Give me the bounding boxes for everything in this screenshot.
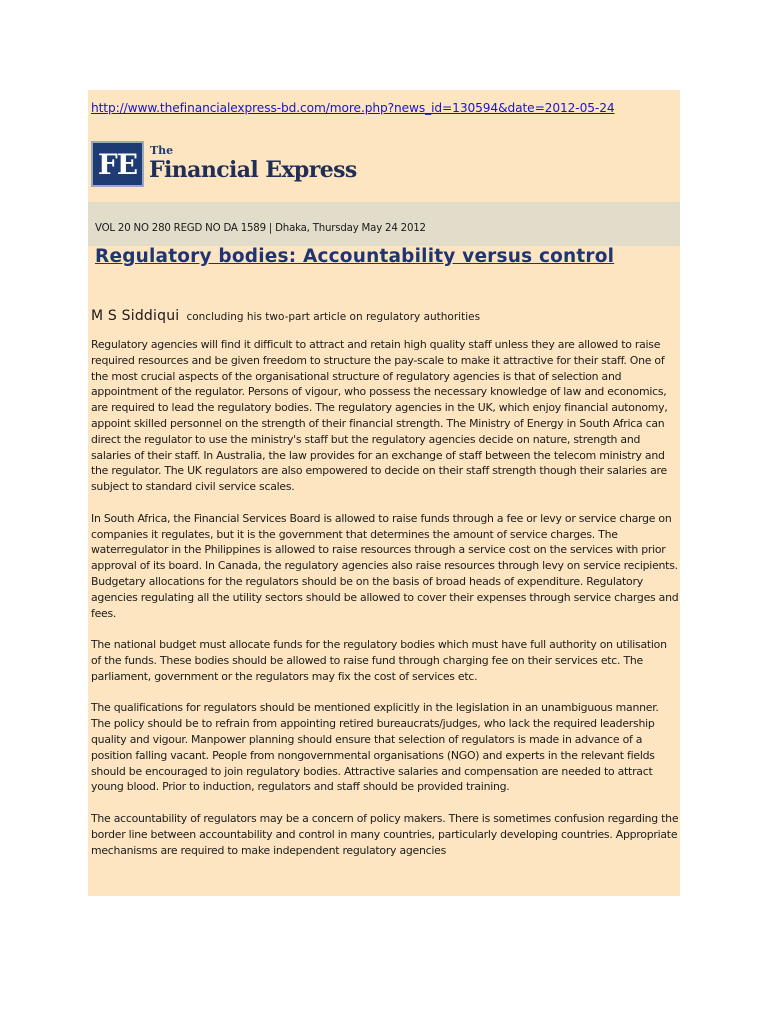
logo-the-text: The — [150, 144, 174, 157]
source-url-link[interactable]: http://www.thefinancialexpress-bd.com/more.php?news_id=130594&date=2012-05-24 — [91, 101, 615, 115]
paragraph: In South Africa, the Financial Services Board is allowed to raise funds through a fee or levy or service charge on companies it regulates, but it is the government that determines the amount of service charges. The waterregulator in the Philippines is allowed to raise resources through a service cost on the services with prior approval of its board. In Canada, the regulatory agencies also raise resources through levy on service recipients. Budgetary allocations for the regulators should be on the basis of broad heads of expenditure. Regulatory agencies regulating all the utility sectors should be allowed to cover their expenses through service charges and fees. — [91, 511, 679, 620]
byline — [91, 305, 480, 324]
masthead-logo — [91, 141, 411, 191]
article-body — [91, 337, 679, 874]
author-name: M S Siddiqui — [91, 308, 180, 324]
fe-logo-mark: FE — [91, 141, 144, 187]
paragraph: Regulatory agencies will find it difficult to attract and retain high quality staff unless they are allowed to raise required resources and be given freedom to structure the pay-scale to make it attractive for their staff. One of the most crucial aspects of the organisational structure of regulatory agencies is that of selection and appointment of the regulator. Persons of vigour, who possess the necessary knowledge of law and economics, are required to lead the regulatory bodies. The regulatory agencies in the UK, which enjoy financial autonomy, appoint skilled personnel on the strength of their financial strength. The Ministry of Energy in South Africa can direct the regulator to use the ministry's staff but the regulatory agencies decide on nature, strength and salaries of their staff. In Australia, the law provides for an exchange of staff between the telecom ministry and the regulator. The UK regulators are also empowered to decide on their staff strength though their salaries are subject to standard civil service scales. — [91, 338, 668, 494]
paragraph: The national budget must allocate funds for the regulatory bodies which must have full authority on utilisation of the funds. These bodies should be allowed to raise fund through charging fee on their services etc. The parliament, government or the regulators may fix the cost of services etc. — [91, 638, 667, 683]
document-page — [88, 90, 680, 896]
paragraph: The accountability of regulators may be a concern of policy makers. There is sometimes confusion regarding the border line between accountability and control in many countries, particularly developing countries. Appropriate mechanisms are required to make independent regulatory agencies — [91, 811, 679, 857]
article-headline-link[interactable]: Regulatory bodies: Accountability versus control — [95, 246, 615, 267]
logo-name-text: Financial Express — [149, 157, 357, 183]
dateline: VOL 20 NO 280 REGD NO DA 1589 | Dhaka, Thursday May 24 2012 — [95, 223, 426, 234]
paragraph: The qualifications for regulators should be mentioned explicitly in the legislation in an unambiguous manner. The policy should be to refrain from appointing retired bureaucrats/judges, who lack the required leadership quality and vigour. Manpower planning should ensure that selection of regulators is made in advance of a position falling vacant. People from nongovernmental organisations (NGO) and experts in the relevant fields should be encouraged to join regulatory bodies. Attractive salaries and compensation are needed to attract young blood. Prior to induction, regulators and staff should be provided training. — [91, 701, 659, 794]
author-description: concluding his two-part article on regulatory authorities — [186, 311, 481, 323]
